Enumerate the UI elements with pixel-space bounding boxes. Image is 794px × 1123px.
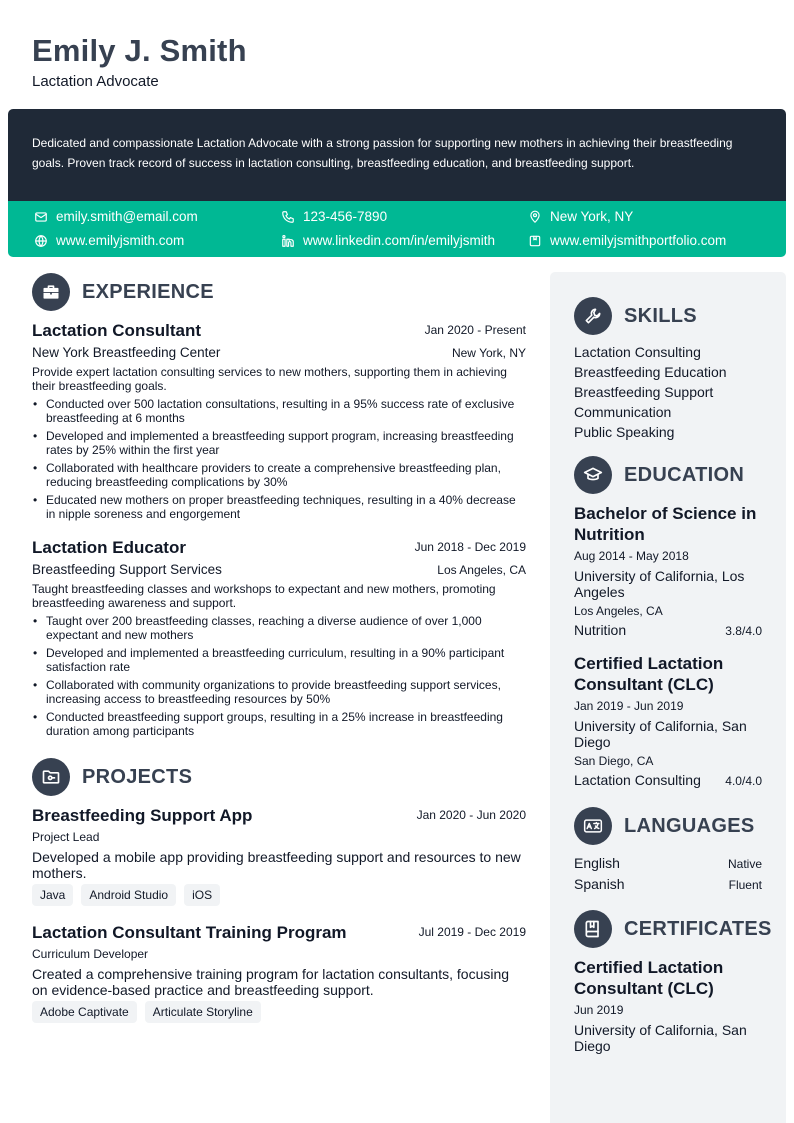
project-tags — [32, 884, 220, 906]
graduation-cap-icon — [574, 456, 612, 494]
institution: University of California, San Diego — [574, 718, 747, 750]
list-item: • Conducted breastfeeding support groups, resulting in a 25% increase in breastfeeding duration among participants — [32, 710, 526, 738]
candidate-name: Emily J. Smith — [32, 33, 247, 68]
language-level: Native — [727, 857, 762, 871]
job-date: Jun 2018 - Dec 2019 — [414, 540, 526, 554]
language-name: English — [574, 855, 620, 871]
project-description: Created a comprehensive training program for lactation consultants, focusing on evidence-based practice and breastfeeding support. — [32, 966, 510, 998]
phone-text: 123-456-7890 — [303, 209, 388, 224]
project-date: Jul 2019 - Dec 2019 — [418, 925, 526, 939]
skill-item: Communication — [574, 404, 672, 420]
location-text: New York, NY — [550, 209, 634, 224]
phone-icon — [281, 210, 295, 224]
tag: Articulate Storyline — [145, 1001, 261, 1023]
languages-heading — [574, 807, 754, 845]
list-item: • Taught over 200 breastfeeding classes, reaching a diverse audience of over 1,000 expectant and new mothers — [32, 614, 526, 642]
education-entry — [574, 653, 762, 788]
certificate-issuer: University of California, San Diego — [574, 1022, 747, 1054]
certificate-date: Jun 2019 — [574, 1003, 624, 1017]
project-role: Project Lead — [32, 830, 100, 844]
language-name: Spanish — [574, 876, 625, 892]
project-title: Breastfeeding Support App — [32, 806, 253, 825]
globe-icon — [34, 234, 48, 248]
certificate-name: Certified Lactation Consultant (CLC) — [574, 958, 724, 998]
language-level: Fluent — [728, 878, 762, 892]
gpa: 4.0/4.0 — [725, 774, 762, 788]
education-entry — [574, 503, 762, 638]
institution: University of California, Los Angeles — [574, 568, 745, 600]
portfolio-text: www.emilyjsmithportfolio.com — [550, 233, 727, 248]
job-title: Lactation Consultant — [32, 321, 202, 340]
list-item: • Collaborated with healthcare providers to create a comprehensive breastfeeding plan, reducing breastfeeding complications by 30% — [32, 461, 526, 489]
skill-item: Lactation Consulting — [574, 344, 701, 360]
education-location: San Diego, CA — [574, 754, 654, 768]
certificates-heading — [574, 910, 772, 948]
summary-band — [8, 109, 786, 201]
contact-website[interactable] — [34, 233, 184, 248]
tag: Java — [32, 884, 73, 906]
job-company: New York Breastfeeding Center — [32, 345, 221, 360]
tag: Android Studio — [81, 884, 176, 906]
wrench-icon — [574, 297, 612, 335]
language-row — [574, 874, 762, 895]
tag: Adobe Captivate — [32, 1001, 137, 1023]
contact-linkedin[interactable] — [281, 233, 495, 248]
skill-item: Breastfeeding Education — [574, 364, 727, 380]
project-title: Lactation Consultant Training Program — [32, 923, 347, 942]
skills-title: SKILLS — [624, 304, 697, 327]
job-location: Los Angeles, CA — [437, 563, 526, 577]
job-description: Provide expert lactation consulting services to new mothers, supporting them in achieving their breastfeeding goals. — [32, 365, 507, 393]
translate-icon — [574, 807, 612, 845]
job-description: Taught breastfeeding classes and workshops to expectant and new mothers, promoting breastfeeding awareness and support. — [32, 582, 496, 610]
list-item: • Educated new mothers on proper breastfeeding techniques, resulting in a 40% decrease in nipple soreness and engorgement — [32, 493, 526, 521]
folder-icon — [32, 758, 70, 796]
projects-title: PROJECTS — [82, 765, 193, 788]
contact-location — [528, 209, 633, 224]
experience-heading — [32, 273, 214, 311]
job-location: New York, NY — [451, 346, 526, 360]
field-of-study: Lactation Consulting — [574, 772, 701, 788]
skills-heading — [574, 297, 697, 335]
skills-list — [574, 342, 727, 442]
field-of-study: Nutrition — [574, 622, 627, 638]
linkedin-text: www.linkedin.com/in/emilyjsmith — [303, 233, 496, 248]
book-icon — [574, 910, 612, 948]
resume-header — [32, 32, 247, 90]
email-text: emily.smith@email.com — [56, 209, 198, 224]
certificates-title: CERTIFICATES — [624, 917, 772, 940]
briefcase-icon — [32, 273, 70, 311]
candidate-title: Lactation Advocate — [32, 73, 159, 90]
tag: iOS — [184, 884, 220, 906]
summary-text: Dedicated and compassionate Lactation Advocate with a strong passion for supporting new mothers in achieving their breastfeeding goals. Proven track record of success in lactation consulting, breastfeeding education, and breastfeeding support. — [32, 136, 733, 170]
job-title: Lactation Educator — [32, 538, 186, 557]
education-date: Aug 2014 - May 2018 — [574, 549, 689, 563]
job-bullets — [32, 397, 526, 525]
language-row — [574, 853, 762, 874]
languages-list — [574, 853, 762, 895]
list-item: • Conducted over 500 lactation consultations, resulting in a 95% success rate of exclusive breastfeeding at 6 months — [32, 397, 526, 425]
skill-item: Public Speaking — [574, 424, 675, 440]
certificate-entry — [574, 957, 762, 1054]
list-item: • Developed and implemented a breastfeeding curriculum, resulting in a 90% participant satisfaction rate — [32, 646, 526, 674]
list-item: • Developed and implemented a breastfeeding support program, increasing breastfeeding rates by 25% within the first year — [32, 429, 526, 457]
project-description: Developed a mobile app providing breastfeeding support and resources to new mothers. — [32, 849, 521, 881]
job-company: Breastfeeding Support Services — [32, 562, 222, 577]
skill-item: Breastfeeding Support — [574, 384, 714, 400]
gpa: 3.8/4.0 — [725, 624, 762, 638]
website-text: www.emilyjsmith.com — [56, 233, 185, 248]
job-date: Jan 2020 - Present — [424, 323, 526, 337]
degree: Bachelor of Science in Nutrition — [574, 504, 757, 544]
education-location: Los Angeles, CA — [574, 604, 663, 618]
degree: Certified Lactation Consultant (CLC) — [574, 654, 724, 694]
project-date: Jan 2020 - Jun 2020 — [416, 808, 526, 822]
projects-heading — [32, 758, 192, 796]
portfolio-icon — [528, 234, 542, 248]
contact-band — [8, 201, 786, 257]
education-date: Jan 2019 - Jun 2019 — [574, 699, 684, 713]
project-role: Curriculum Developer — [32, 947, 149, 961]
contact-email[interactable] — [34, 209, 198, 224]
job-bullets — [32, 614, 526, 742]
map-pin-icon — [528, 210, 542, 224]
contact-phone[interactable] — [281, 209, 387, 224]
list-item: • Collaborated with community organizations to provide breastfeeding support services, increasing access to breastfeeding resources by 50% — [32, 678, 526, 706]
education-heading — [574, 456, 744, 494]
experience-title: EXPERIENCE — [82, 280, 214, 303]
languages-title: LANGUAGES — [624, 814, 755, 837]
mail-icon — [34, 210, 48, 224]
education-title: EDUCATION — [624, 463, 745, 486]
linkedin-icon — [281, 234, 295, 248]
contact-portfolio[interactable] — [528, 233, 726, 248]
project-tags — [32, 1001, 261, 1023]
